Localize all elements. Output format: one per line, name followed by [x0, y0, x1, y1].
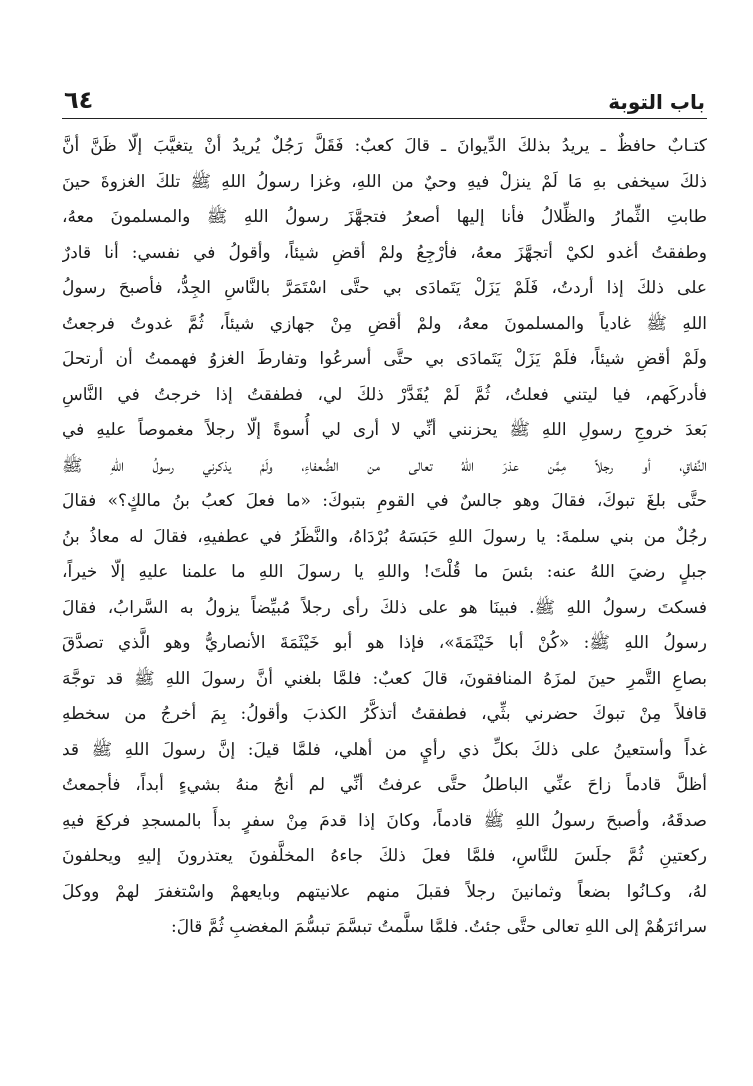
- text-line-13: جبلٍ رضيَ اللهُ عنه: بئسَ ما قُلْتَ! واللهِ يا رسولَ اللهِ ما علمنا عليهِ إلّا خيراً،: [62, 562, 707, 582]
- header-divider: [62, 118, 707, 119]
- text-line-18: غداً وأستعينُ على ذلكَ بكلِّ ذي رأيٍ من أهلي، فلمَّا قيلَ: إنَّ رسولَ اللهِ ﷺ قد: [62, 739, 707, 760]
- text-line-8: فأدركَهم، فيا ليتني فعلتُ، ثُمَّ لَمْ يُقَدَّرْ ذلكَ لي، فطفقتُ إذا خرجتُ في النَّاسِ: [62, 384, 707, 405]
- text-line-3: طابتِ الثِّمارُ والظِّلالُ فأنا إليها أصعرُ فتجهَّزَ رسولُ اللهِ ﷺ والمسلمونَ معهُ،: [62, 207, 707, 227]
- text-line-7: ولَمْ أقضِ شيئاً، فلَمْ يَزَلْ يَتَمادَى بي حتَّى أسرعُوا وتفارطَ الغزوُ فهممتُ أن أرتحلَ: [62, 349, 707, 369]
- text-line-19: أظلَّ قادماً زاحَ عنِّي الباطلُ حتَّى عرفتُ أنِّي لم أنجُ منهُ بشيءٍ أبداً، فأجمعتُ: [62, 775, 707, 795]
- text-line-9: بَعدَ خروجِ رسولِ اللهِ ﷺ يحزنني أنِّي لا أرى لي أُسوةً إلّا رجلاً مغموصاً عليهِ في: [62, 420, 707, 440]
- text-line-20: صدقَهُ، وأصبحَ رسولُ اللهِ ﷺ قادماً، وكانَ إذا قدمَ مِنْ سفرٍ بدأَ بالمسجدِ فركعَ فيهِ: [62, 810, 707, 831]
- text-line-4: وطفقتُ أغدو لكيْ أتجهَّزَ معهُ، فأرْجِعُ ولمْ أقضِ شيئاً، وأقولُ في نفسي: أنا قادرٌ: [62, 242, 707, 263]
- text-line-2: ذلكَ سيخفى بهِ مَا لَمْ ينزلْ فيهِ وحيٌ من اللهِ، وغزا رسولُ اللهِ ﷺ تلكَ الغزوةَ حينَ: [62, 171, 707, 192]
- text-line-11: حتَّى بلغَ تبوكَ، فقالَ وهو جالسٌ في القومِ بتبوكَ: «ما فعلَ كعبُ بنُ مالكٍ؟» فقالَ: [62, 491, 707, 511]
- text-line-21: ركعتينِ ثُمَّ جلَسَ للنَّاسِ، فلمَّا فعلَ ذلكَ جاءهُ المخلَّفونَ يعتذرونَ إليهِ ويحلفونَ: [62, 846, 707, 866]
- chapter-title: باب التوبة: [608, 90, 705, 114]
- text-line-17: قافلاً مِنْ تبوكَ حضرني بثِّي، فطفقتُ أتذكَّرُ الكذبَ وأقولُ: بِمَ أخرجُ من سخطهِ: [62, 704, 707, 724]
- page-number: ٦٤: [64, 86, 94, 114]
- text-line-6: اللهِ ﷺ غادياً والمسلمونَ معهُ، ولمْ أقضِ مِنْ جهازي شيئاً، ثُمَّ غدوتُ فرجعتُ: [62, 313, 707, 334]
- text-line-15: رسولُ اللهِ ﷺ: «كُنْ أبا خَيْثَمَةَ»، فإذا هو أبو خَيْثَمَةَ الأنصاريُّ وهو الَّذي تصدَّقَ: [62, 633, 707, 653]
- text-line-14: فسكتَ رسولُ اللهِ ﷺ. فبينَا هو على ذلكَ رأى رجلاً مُبيِّضاً يزولُ به السَّرابُ، فقالَ: [62, 597, 707, 618]
- text-line-5: على ذلكَ إذا أردتُ، فَلَمْ يَزَلْ يَتَمادَى بي حتَّى اسْتَمَرَّ بالنَّاسِ الجِدُّ، فأصبحَ رسولُ: [62, 278, 707, 298]
- text-line-12: رجُلٌ من بني سلمةَ: يا رسولَ اللهِ حَبَسَهُ بُرْدَاهُ، والنَّظَرُ في عطفيهِ، فقالَ له معاذُ بنُ: [62, 526, 707, 547]
- running-header: [62, 72, 707, 112]
- text-line-16: بصاعِ التَّمرِ حينَ لمزَهُ المنافقونَ، قالَ كعبٌ: فلمَّا بلغني أنَّ رسولَ اللهِ ﷺ قد توجَّهَ: [62, 668, 707, 689]
- text-line-1: كتـابٌ حافظٌ ـ يريدُ بذلكَ الدِّيوانَ ـ قالَ كعبٌ: فَقَلَّ رَجُلٌ يُريدُ أنْ يتغيَّبَ إلّا ظَنَّ أنَّ: [62, 136, 707, 156]
- body-text: [62, 129, 707, 946]
- text-line-23: سرائرَهُمْ إلى اللهِ تعالى حتَّى جئتُ. فلمَّا سلَّمتُ تبسَّمَ تبسُّمَ المغضبِ ثُمَّ قالَ:: [171, 917, 707, 937]
- text-line-10: النِّفاقِ، أو رجلاً مِمَّن عذرَ اللهُ تعالى من الضُّعفاءِ، ولَمْ يذكرني رسولُ اللهِ ﷺ: [62, 455, 707, 476]
- text-line-22: لهُ، وكـانُوا بضعاً وثمانينَ رجلاً فقبلَ منهم علانيتهم وبايعهمْ واسْتغفرَ لهمْ ووكلَ: [62, 881, 707, 902]
